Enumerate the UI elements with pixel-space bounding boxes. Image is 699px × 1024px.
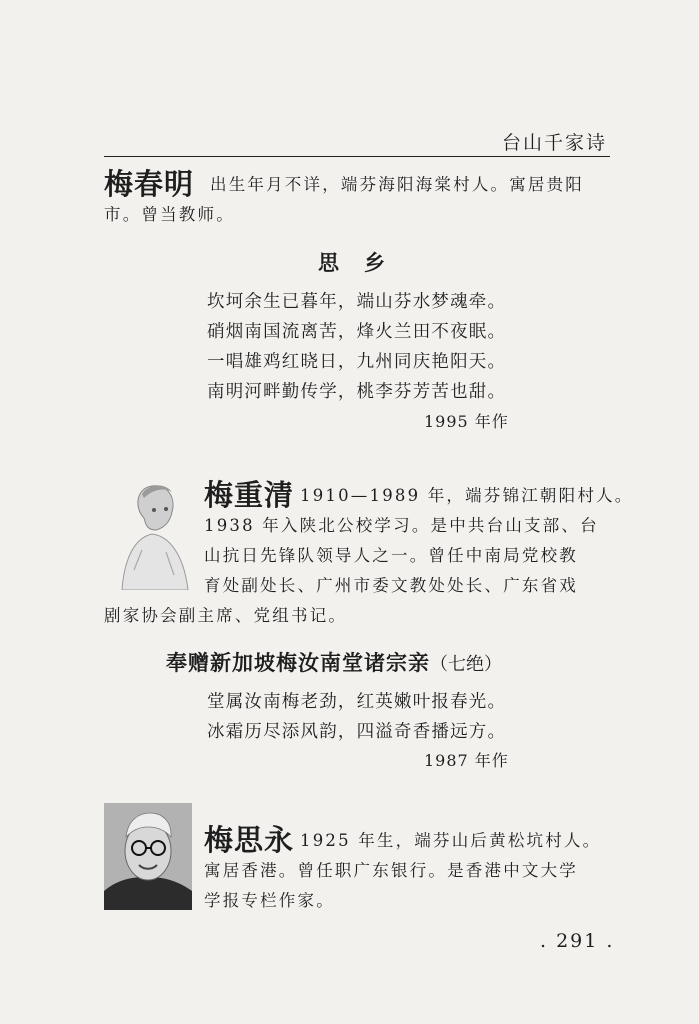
portrait-photo	[104, 480, 192, 590]
entry-2-poem-title: 奉赠新加坡梅汝南堂诸宗亲	[166, 651, 430, 675]
entry-2-poem-line: 堂属汝南梅老劲，红英嫩叶报春光。	[207, 692, 507, 712]
entry-2-poem-line: 冰霜历尽添风韵，四溢奇香播远方。	[207, 722, 507, 742]
entry-3-name: 梅思永	[204, 823, 295, 857]
entry-2-bio-line: 剧家协会副主席、党组书记。	[104, 606, 348, 625]
entry-1-poem-title: 思 乡	[318, 251, 387, 275]
book-title: 台山千家诗	[501, 132, 607, 154]
entry-2-bio-line: 育处副处长、广州市委文教处处长、广东省戏	[204, 576, 578, 595]
entry-1-bio-first: 出生年月不详，端芬海阳海棠村人。寓居贵阳	[210, 175, 584, 194]
entry-1-poem-line: 一唱雄鸡红晓日，九州同庆艳阳天。	[207, 352, 507, 372]
page-number: . 291 .	[540, 930, 615, 952]
entry-2-poem-heading	[166, 647, 502, 677]
entry-3-bio-line: 寓居香港。曾任职广东银行。是香港中文大学	[204, 861, 578, 880]
entry-2-bio-line: 1938 年入陕北公校学习。是中共台山支部、台	[204, 516, 599, 535]
entry-2-poem-form: （七绝）	[430, 654, 502, 675]
entry-2-poem-date: 1987 年作	[424, 751, 509, 770]
entry-1-bio-rest: 市。曾当教师。	[104, 205, 235, 224]
header-rule	[104, 156, 610, 157]
entry-2-name: 梅重清	[204, 478, 295, 512]
entry-2-bio-line: 山抗日先锋队领导人之一。曾任中南局党校教	[204, 546, 578, 565]
entry-3-bio-line: 1925 年生，端芬山后黄松坑村人。	[300, 831, 602, 850]
entry-1-poem-line: 坎坷余生已暮年，端山芬水梦魂牵。	[207, 292, 507, 312]
entry-1-poem-line: 硝烟南国流离苦，烽火兰田不夜眠。	[207, 322, 507, 342]
entry-1-name: 梅春明	[104, 167, 195, 201]
entry-2-bio-line: 1910—1989 年，端芬锦江朝阳村人。	[300, 486, 634, 505]
portrait-photo	[104, 803, 192, 910]
entry-1-poem-line: 南明河畔勤传学，桃李芬芳苦也甜。	[207, 382, 507, 402]
entry-3-bio-line: 学报专栏作家。	[204, 891, 335, 910]
entry-1-poem-date: 1995 年作	[424, 412, 509, 431]
